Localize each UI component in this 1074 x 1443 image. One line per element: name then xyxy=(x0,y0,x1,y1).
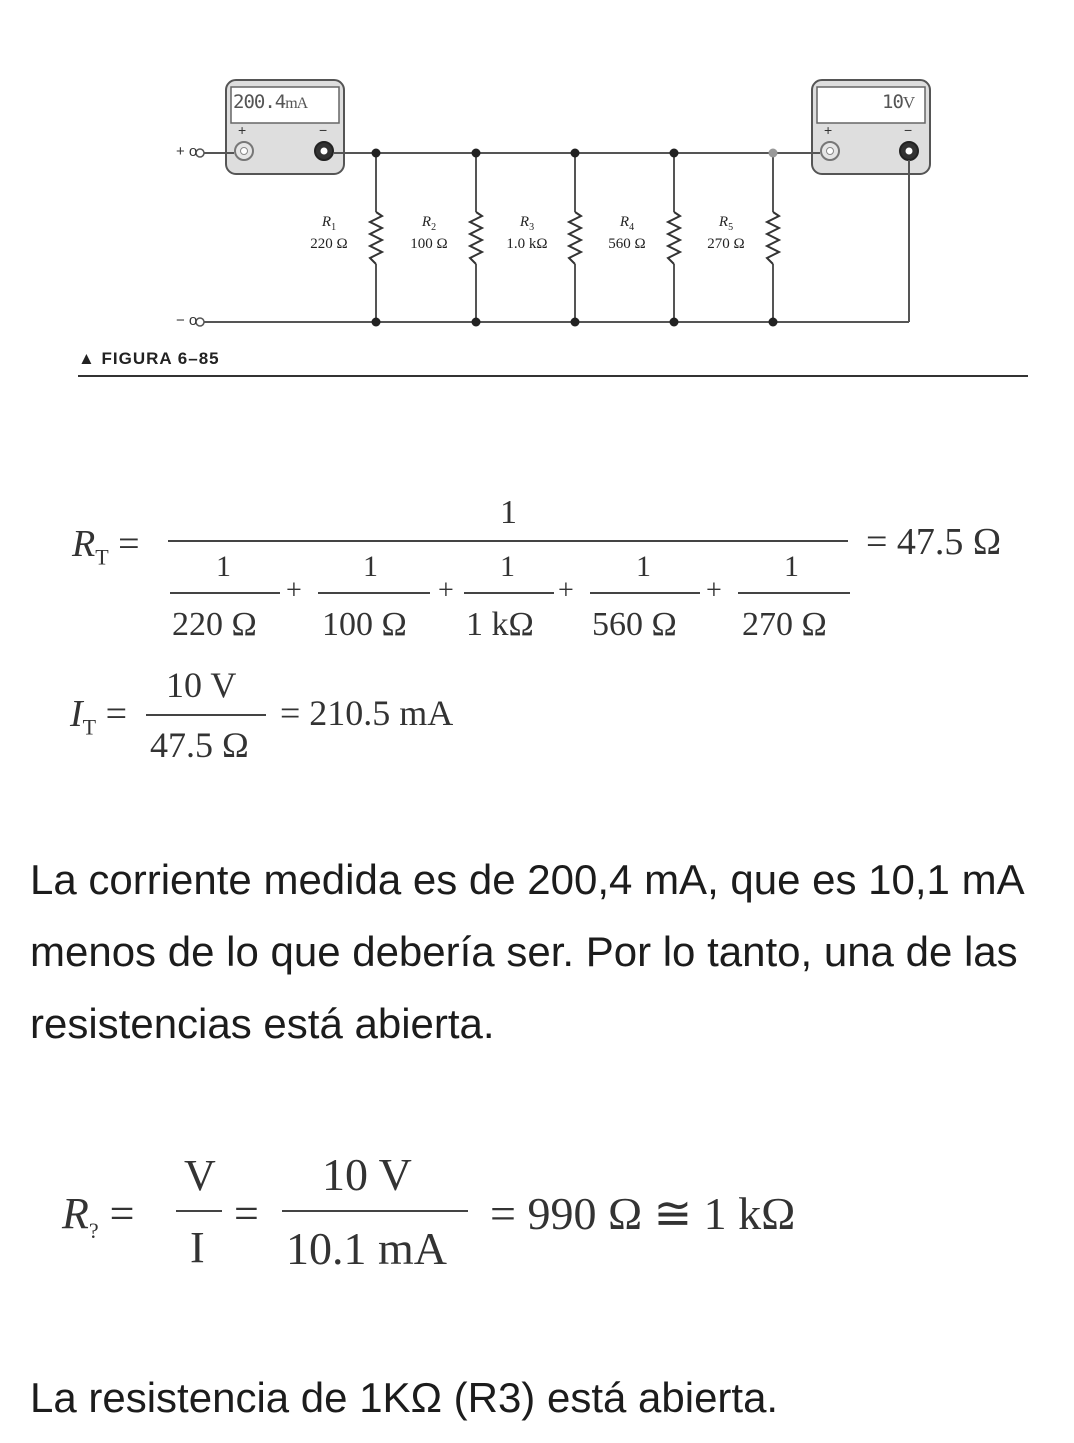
resistor-label-r5: $R_5$ 270 Ω xyxy=(707,214,745,252)
terminal-plus-label: + o xyxy=(176,143,198,160)
it-lhs: $I_T$ = xyxy=(70,693,128,740)
voltmeter-minus-sign: − xyxy=(904,122,913,138)
resistor-r3 xyxy=(569,212,581,264)
rt-term4-num: 1 xyxy=(636,550,651,583)
voltmeter-reading xyxy=(882,91,914,113)
r-v-symbol: V xyxy=(184,1151,216,1200)
rt-term2-num: 1 xyxy=(363,550,378,583)
rt-term3-bar xyxy=(464,592,554,594)
resistor-label-r3: $R_3$ 1.0 kΩ xyxy=(506,214,548,252)
r-vi-fraction-bar xyxy=(176,1210,222,1212)
figure-caption: ▲ FIGURA 6–85 xyxy=(78,349,220,368)
rt-numerator: 1 xyxy=(500,494,517,531)
conclusion-paragraph: La resistencia de 1KΩ (R3) está abierta. xyxy=(30,1374,779,1421)
rt-lhs: $R_T$ = xyxy=(72,523,140,570)
resistor-r5 xyxy=(767,212,779,264)
rt-term5-num: 1 xyxy=(784,550,799,583)
ammeter-reading xyxy=(233,91,307,113)
r-denominator: 10.1 mA xyxy=(286,1223,447,1274)
voltmeter-value: 10 xyxy=(882,91,903,113)
r-i-symbol: I xyxy=(190,1223,205,1272)
ammeter-minus-sign: − xyxy=(319,122,328,138)
rt-term3-num: 1 xyxy=(500,550,515,583)
circuit-figure xyxy=(0,0,1074,390)
voltmeter-unit: V xyxy=(902,93,915,112)
ammeter-value: 200.4 xyxy=(233,91,286,113)
resistor-r2 xyxy=(470,212,482,264)
it-numerator: 10 V xyxy=(166,665,237,705)
rt-result: = 47.5 Ω xyxy=(866,521,1002,563)
voltmeter-plus-sign: + xyxy=(824,122,833,138)
terminal-minus-label: − o xyxy=(176,312,198,329)
explanation-paragraph: La corriente medida es de 200,4 mA, que es 10,1 mA menos de lo que debería ser. Por lo tanto, una de las resistencias está abierta. xyxy=(30,856,1023,1047)
r-fraction-bar xyxy=(282,1210,468,1212)
resistor-label-r2: $R_2$ 100 Ω xyxy=(410,214,448,252)
r-equals2: = xyxy=(234,1189,259,1238)
resistor-r1 xyxy=(370,212,382,264)
r-lhs: $R_?$ = xyxy=(62,1189,135,1243)
rt-term5-bar xyxy=(738,592,850,594)
rt-term4-den: 560 Ω xyxy=(592,606,677,643)
circuit-diagram xyxy=(0,0,1074,390)
rt-term3-den: 1 kΩ xyxy=(466,606,534,643)
resistor-r4 xyxy=(668,212,680,264)
rt-term2-bar xyxy=(318,592,430,594)
rt-term1-num: 1 xyxy=(216,550,231,583)
it-denominator: 47.5 Ω xyxy=(150,725,249,765)
it-fraction-bar xyxy=(146,714,266,716)
rt-plus2: + xyxy=(438,575,454,606)
rt-term4-bar xyxy=(590,592,700,594)
ammeter-plus-sign: + xyxy=(238,122,247,138)
rt-plus1: + xyxy=(286,575,302,606)
resistor-label-r4: $R_4$ 560 Ω xyxy=(608,214,646,252)
rt-term1-bar xyxy=(170,592,280,594)
r-numerator: 10 V xyxy=(322,1149,412,1200)
resistor-label-r1: $R_1$ 220 Ω xyxy=(310,214,348,252)
rt-term5-den: 270 Ω xyxy=(742,606,827,643)
it-result: = 210.5 mA xyxy=(280,693,454,733)
rt-main-fraction-bar xyxy=(168,540,848,542)
rt-term2-den: 100 Ω xyxy=(322,606,407,643)
r-result: = 990 Ω ≅ 1 kΩ xyxy=(490,1188,796,1239)
ammeter-unit: mA xyxy=(285,95,308,112)
rt-term1-den: 220 Ω xyxy=(172,606,257,643)
rt-plus3: + xyxy=(558,575,574,606)
rt-plus4: + xyxy=(706,575,722,606)
